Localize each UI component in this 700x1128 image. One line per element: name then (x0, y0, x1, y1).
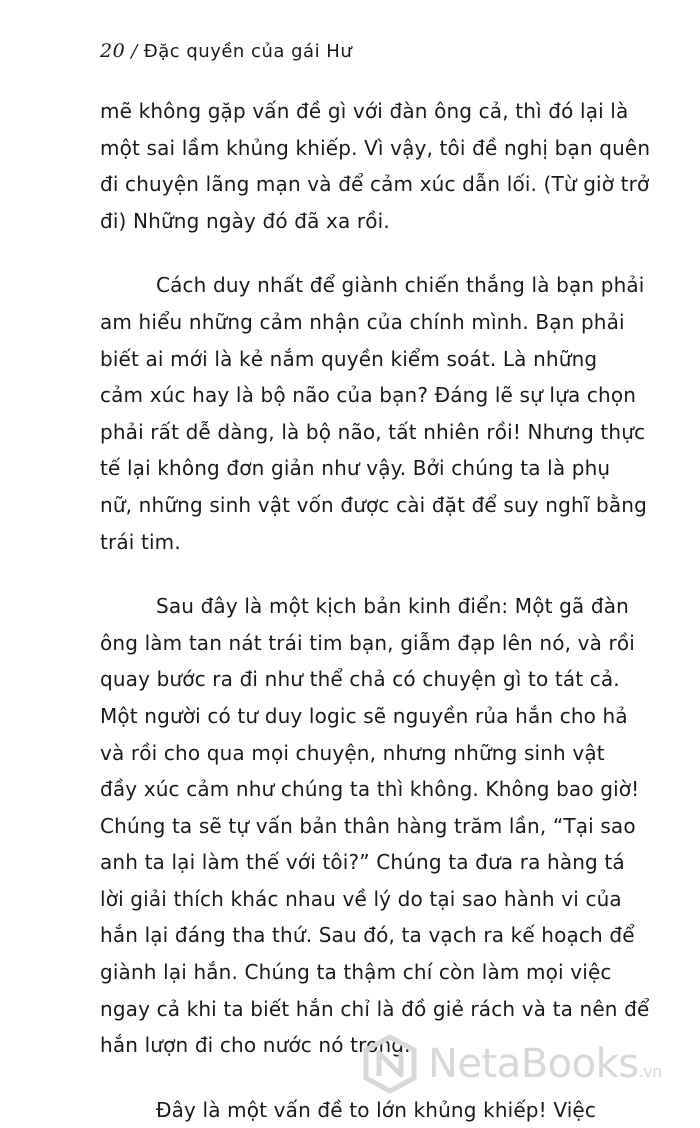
netabooks-logo-icon (360, 1034, 420, 1094)
text-line: quay bước ra đi như thể chả có chuyện gì to tát cả. (100, 667, 620, 692)
text-line: một sai lầm khủng khiếp. Vì vậy, tôi đề nghị bạn quên (100, 135, 651, 160)
text-line: Một người có tư duy logic sẽ nguyền rủa hắn cho hả (100, 703, 628, 728)
text-line: ngay cả khi ta biết hắn chỉ là đồ giẻ rách và ta nên để (100, 996, 650, 1021)
watermark-tld: .vn (638, 1062, 662, 1081)
paragraph-2 (100, 267, 647, 560)
watermark-brand: NetaBooks (428, 1041, 639, 1087)
text-line: am hiểu những cảm nhận của chính mình. Bạn phải (100, 309, 625, 334)
text-line: phải rất dễ dàng, là bộ não, tất nhiên rồi! Nhưng thực (100, 419, 646, 444)
text-line: Chúng ta sẽ tự vấn bản thân hàng trăm lần, “Tại sao (100, 813, 636, 838)
text-line: mẽ không gặp vấn đề gì với đàn ông cả, thì đó lại là (100, 99, 629, 123)
page-number: 20 (100, 40, 126, 62)
paragraph-1 (100, 93, 651, 239)
text-line: tế lại không đơn giản như vậy. Bởi chúng ta là phụ (100, 456, 611, 481)
text-line: hắn lại đáng tha thứ. Sau đó, ta vạch ra kế hoạch để (100, 923, 635, 948)
text-line: trái tim. (100, 529, 181, 554)
running-header (100, 40, 352, 62)
text-line: và rồi cho qua mọi chuyện, nhưng những sinh vật (100, 740, 605, 765)
text-line: đi chuyện lãng mạn và để cảm xúc dẫn lối. (Từ giờ trở (100, 172, 650, 197)
text-line: lời giải thích khác nhau về lý do tại sao hành vi của (100, 886, 622, 911)
text-line: biết ai mới là kẻ nắm quyền kiểm soát. Là những (100, 346, 598, 371)
text-line: đầy xúc cảm như chúng ta thì không. Không bao giờ! (100, 777, 640, 802)
paragraph-gap (100, 560, 620, 588)
text-line: hắn lượn đi cho nước nó trong. (100, 1033, 411, 1058)
text-line: nữ, những sinh vật vốn được cài đặt để suy nghĩ bằng (100, 492, 647, 517)
text-line: anh ta lại làm thế với tôi?” Chúng ta đưa ra hàng tá (100, 850, 625, 875)
text-line: Đây là một vấn đề to lớn khủng khiếp! Việc (156, 1097, 597, 1122)
text-line: giành lại hắn. Chúng ta thậm chí còn làm mọi việc (100, 960, 612, 985)
paragraph-gap (100, 239, 620, 267)
header-separator: / (131, 41, 138, 62)
text-line: ông làm tan nát trái tim bạn, giẫm đạp lên nó, và rồi (100, 630, 635, 655)
book-title: Đặc quyền của gái Hư (143, 41, 353, 62)
text-line: Sau đây là một kịch bản kinh điển: Một gã đàn (156, 594, 629, 619)
watermark-text (428, 1041, 662, 1087)
text-line: đi) Những ngày đó đã xa rồi. (100, 208, 390, 233)
watermark (360, 1014, 700, 1114)
text-line: Cách duy nhất để giành chiến thắng là bạn phải (156, 273, 645, 298)
text-line: cảm xúc hay là bộ não của bạn? Đáng lẽ sự lựa chọn (100, 383, 637, 408)
